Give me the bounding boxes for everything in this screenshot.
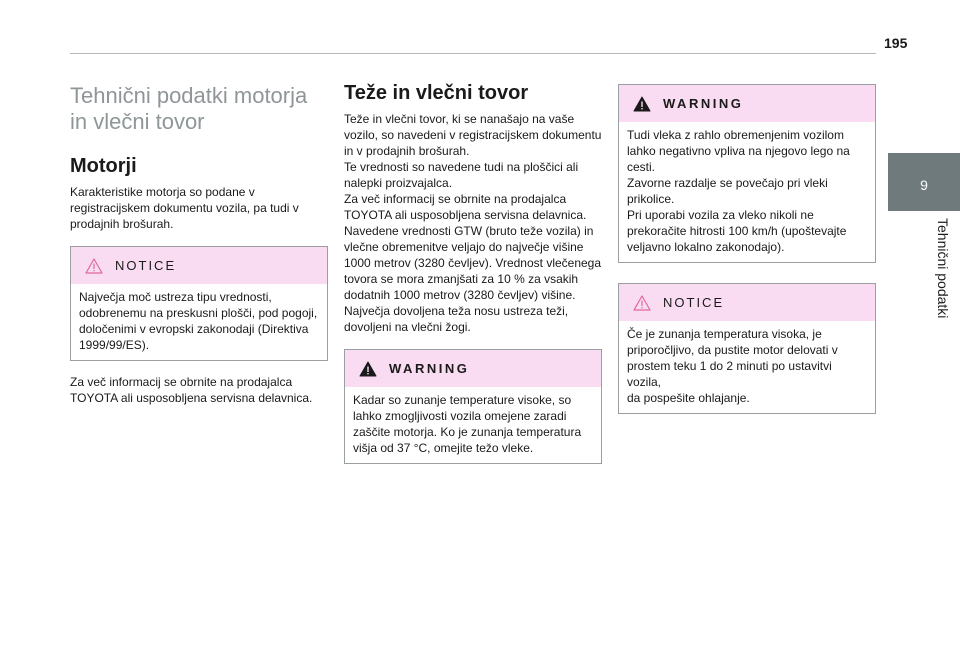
column-right (618, 78, 876, 414)
notice-header (71, 247, 327, 284)
warning-title: WARNING (663, 96, 744, 111)
notice-body: Če je zunanja temperatura visoka, je priporočljivo, da pustite motor delovati v prostem teku 1 do 2 minuti po ustavitvi vozila, da pospešite ohlajanje. (627, 327, 838, 405)
section-heading-engines: Motorji (70, 155, 137, 177)
warning-body: Kadar so zunanje temperature visoke, so lahko zmogljivosti vozila omejene zaradi zaščite motorja. Ko je zunanja temperatura višja od 37 °C, omejite težo vleke. (353, 393, 582, 455)
warning-box-high-temperature (344, 349, 602, 464)
page-title-line2: in vlečni tovor (70, 109, 205, 134)
warning-body: Tudi vleka z rahlo obremenjenim vozilom lahko negativno vpliva na njegovo lego na cesti. Zavorne razdalje se povečajo pri vleki prikolice. Pri uporabi vozila za vleko nikoli ne prekoračite hitrosti 100 km/h (upoštevajte veljavno lokalno zakonodajo). (627, 128, 850, 254)
notice-title: NOTICE (115, 258, 177, 273)
chapter-number: 9 (920, 177, 928, 193)
column-middle (344, 78, 602, 464)
engines-contact-text: Za več informacij se obrnite na prodajalca TOYOTA ali usposobljena servisna delavnica. (70, 375, 313, 405)
page-number: 195 (884, 35, 908, 51)
chapter-label: Tehnični podatki (935, 218, 951, 319)
warning-box-towing (618, 84, 876, 263)
notice-box-cooling (618, 283, 876, 414)
warning-title: WARNING (389, 361, 470, 376)
weights-towing-text: Teže in vlečni tovor, ki se nanašajo na vaše vozilo, so navedeni v registracijskem dokumentu in v prodajnih brošurah. Te vrednosti so navedene tudi na ploščici ali nalepki proizvajalca. Za več informacij se obrnite na prodajalca TOYOTA ali usposobljena servisna delavnica. Navedene vrednosti GTW (bruto teže vozila) in vlečne obremenitve veljajo do največje višine 1000 metrov (3280 čevljev). Vrednost vlečenega tovora se mora zmanjšati za 10 % za vsakih dodatnih 1000 metrov (3280 čevljev) višine. Največja dovoljena teža nosu ustreza teži, dovoljeni na vlečni žogi. (344, 112, 602, 334)
warning-triangle-outline-icon (85, 258, 103, 274)
notice-box-engine-power (70, 246, 328, 361)
warning-triangle-filled-icon (359, 361, 377, 377)
header-rule (70, 53, 876, 54)
warning-triangle-outline-icon (633, 295, 651, 311)
section-heading-weights-towing: Teže in vlečni tovor (344, 82, 529, 104)
notice-body: Največja moč ustreza tipu vrednosti, odobrenemu na preskusni plošči, pod pogoji, določenimi v evropski zakonodaji (Direktiva 1999/99/ES). (79, 290, 318, 352)
warning-header (619, 85, 875, 122)
chapter-label-area (888, 212, 960, 442)
chapter-tab[interactable] (888, 153, 960, 211)
page-title (70, 83, 328, 135)
engines-intro-text: Karakteristike motorja so podane v registracijskem dokumentu vozila, pa tudi v prodajnih brošurah. (70, 185, 299, 231)
notice-header (619, 284, 875, 321)
page-title-line1: Tehnični podatki motorja (70, 83, 308, 108)
notice-title: NOTICE (663, 295, 725, 310)
warning-header (345, 350, 601, 387)
warning-triangle-filled-icon (633, 96, 651, 112)
column-left (70, 78, 328, 406)
